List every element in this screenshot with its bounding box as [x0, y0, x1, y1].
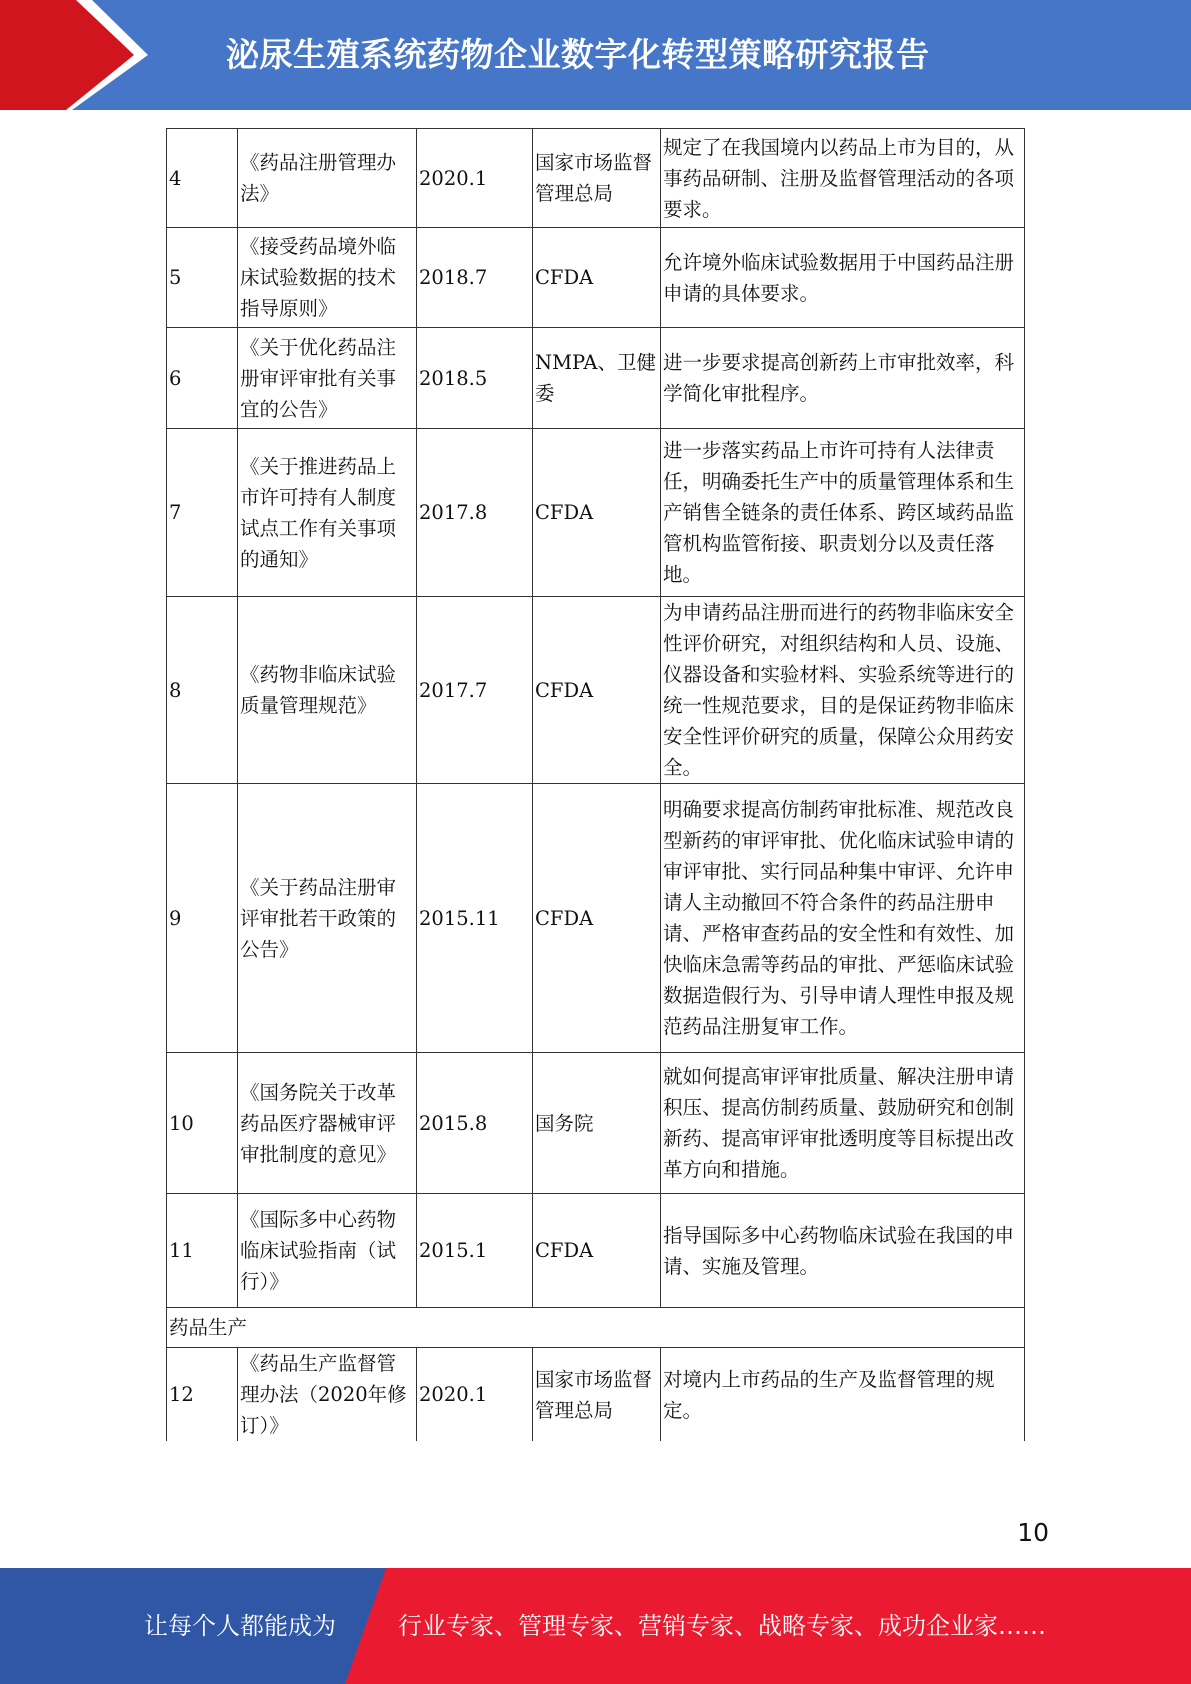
table-row	[167, 328, 1025, 429]
table-row	[167, 228, 1025, 328]
issuing-authority: 国务院	[533, 1053, 661, 1194]
section-label: 药品生产	[167, 1308, 1025, 1348]
regulation-content: 就如何提高审评审批质量、解决注册申请积压、提高仿制药质量、鼓励研究和创制新药、提高审评审批透明度等目标提出改革方向和措施。	[661, 1053, 1025, 1194]
table-row	[167, 429, 1025, 597]
regulation-name: 《关于推进药品上市许可持有人制度试点工作有关事项的通知》	[238, 429, 417, 597]
regulation-content: 规定了在我国境内以药品上市为目的，从事药品研制、注册及监督管理活动的各项要求。	[661, 129, 1025, 228]
regulation-content: 对境内上市药品的生产及监督管理的规定。	[661, 1348, 1025, 1442]
issue-date: 2018.5	[417, 328, 533, 429]
row-number: 7	[167, 429, 238, 597]
issuing-authority: CFDA	[533, 784, 661, 1053]
regulation-content: 指导国际多中心药物临床试验在我国的申请、实施及管理。	[661, 1194, 1025, 1308]
report-title: 泌尿生殖系统药物企业数字化转型策略研究报告	[226, 35, 930, 74]
issue-date: 2015.8	[417, 1053, 533, 1194]
policy-table-container	[166, 128, 1025, 1441]
footer-slogan-lead: 让每个人都能成为	[144, 1612, 336, 1640]
table-row	[167, 129, 1025, 228]
issuing-authority: CFDA	[533, 429, 661, 597]
regulation-content: 进一步落实药品上市许可持有人法律责任，明确委托生产中的质量管理体系和生产销售全链条的责任体系、跨区域药品监管机构监管衔接、职责划分以及责任落地。	[661, 429, 1025, 597]
issuing-authority: CFDA	[533, 228, 661, 328]
row-number: 12	[167, 1348, 238, 1442]
page-header	[0, 0, 1191, 110]
issue-date: 2018.7	[417, 228, 533, 328]
regulation-name: 《国务院关于改革药品医疗器械审评审批制度的意见》	[238, 1053, 417, 1194]
page-number: 10	[1017, 1518, 1049, 1547]
regulation-name: 《关于优化药品注册审评审批有关事宜的公告》	[238, 328, 417, 429]
row-number: 4	[167, 129, 238, 228]
row-number: 6	[167, 328, 238, 429]
row-number: 8	[167, 597, 238, 784]
issue-date: 2017.7	[417, 597, 533, 784]
regulation-name: 《接受药品境外临床试验数据的技术指导原则》	[238, 228, 417, 328]
issue-date: 2015.11	[417, 784, 533, 1053]
table-row	[167, 1194, 1025, 1308]
row-number: 9	[167, 784, 238, 1053]
regulation-name: 《药品生产监督管理办法（2020年修订）》	[238, 1348, 417, 1442]
regulation-content: 进一步要求提高创新药上市审批效率，科学简化审批程序。	[661, 328, 1025, 429]
issuing-authority: CFDA	[533, 597, 661, 784]
row-number: 10	[167, 1053, 238, 1194]
header-arrow-decoration	[0, 0, 160, 110]
table-row	[167, 597, 1025, 784]
regulation-name: 《国际多中心药物临床试验指南（试行）》	[238, 1194, 417, 1308]
table-row	[167, 1053, 1025, 1194]
regulation-name: 《药品注册管理办法》	[238, 129, 417, 228]
regulation-content: 明确要求提高仿制药审批标准、规范改良型新药的审评审批、优化临床试验申请的审评审批、实行同品种集中审评、允许申请人主动撤回不符合条件的药品注册申请、严格审查药品的安全性和有效性、加快临床急需等药品的审批、严惩临床试验数据造假行为、引导申请人理性申报及规范药品注册复审工作。	[661, 784, 1025, 1053]
regulation-name: 《药物非临床试验质量管理规范》	[238, 597, 417, 784]
page-footer	[0, 1568, 1191, 1684]
issue-date: 2017.8	[417, 429, 533, 597]
issuing-authority: 国家市场监督管理总局	[533, 1348, 661, 1442]
issuing-authority: CFDA	[533, 1194, 661, 1308]
issue-date: 2020.1	[417, 129, 533, 228]
issuing-authority: NMPA、卫健委	[533, 328, 661, 429]
section-header-row	[167, 1308, 1025, 1348]
table-row	[167, 1348, 1025, 1442]
regulation-content: 为申请药品注册而进行的药物非临床安全性评价研究，对组织结构和人员、设施、仪器设备和实验材料、实验系统等进行的统一性规范要求，目的是保证药物非临床安全性评价研究的质量，保障公众用药安全。	[661, 597, 1025, 784]
policy-table	[166, 128, 1025, 1441]
regulation-content: 允许境外临床试验数据用于中国药品注册申请的具体要求。	[661, 228, 1025, 328]
issue-date: 2015.1	[417, 1194, 533, 1308]
row-number: 5	[167, 228, 238, 328]
issue-date: 2020.1	[417, 1348, 533, 1442]
regulation-name: 《关于药品注册审评审批若干政策的公告》	[238, 784, 417, 1053]
policy-table-body	[167, 129, 1025, 1442]
issuing-authority: 国家市场监督管理总局	[533, 129, 661, 228]
footer-slogan-roles: 行业专家、管理专家、营销专家、战略专家、成功企业家……	[398, 1612, 1046, 1640]
table-row	[167, 784, 1025, 1053]
row-number: 11	[167, 1194, 238, 1308]
